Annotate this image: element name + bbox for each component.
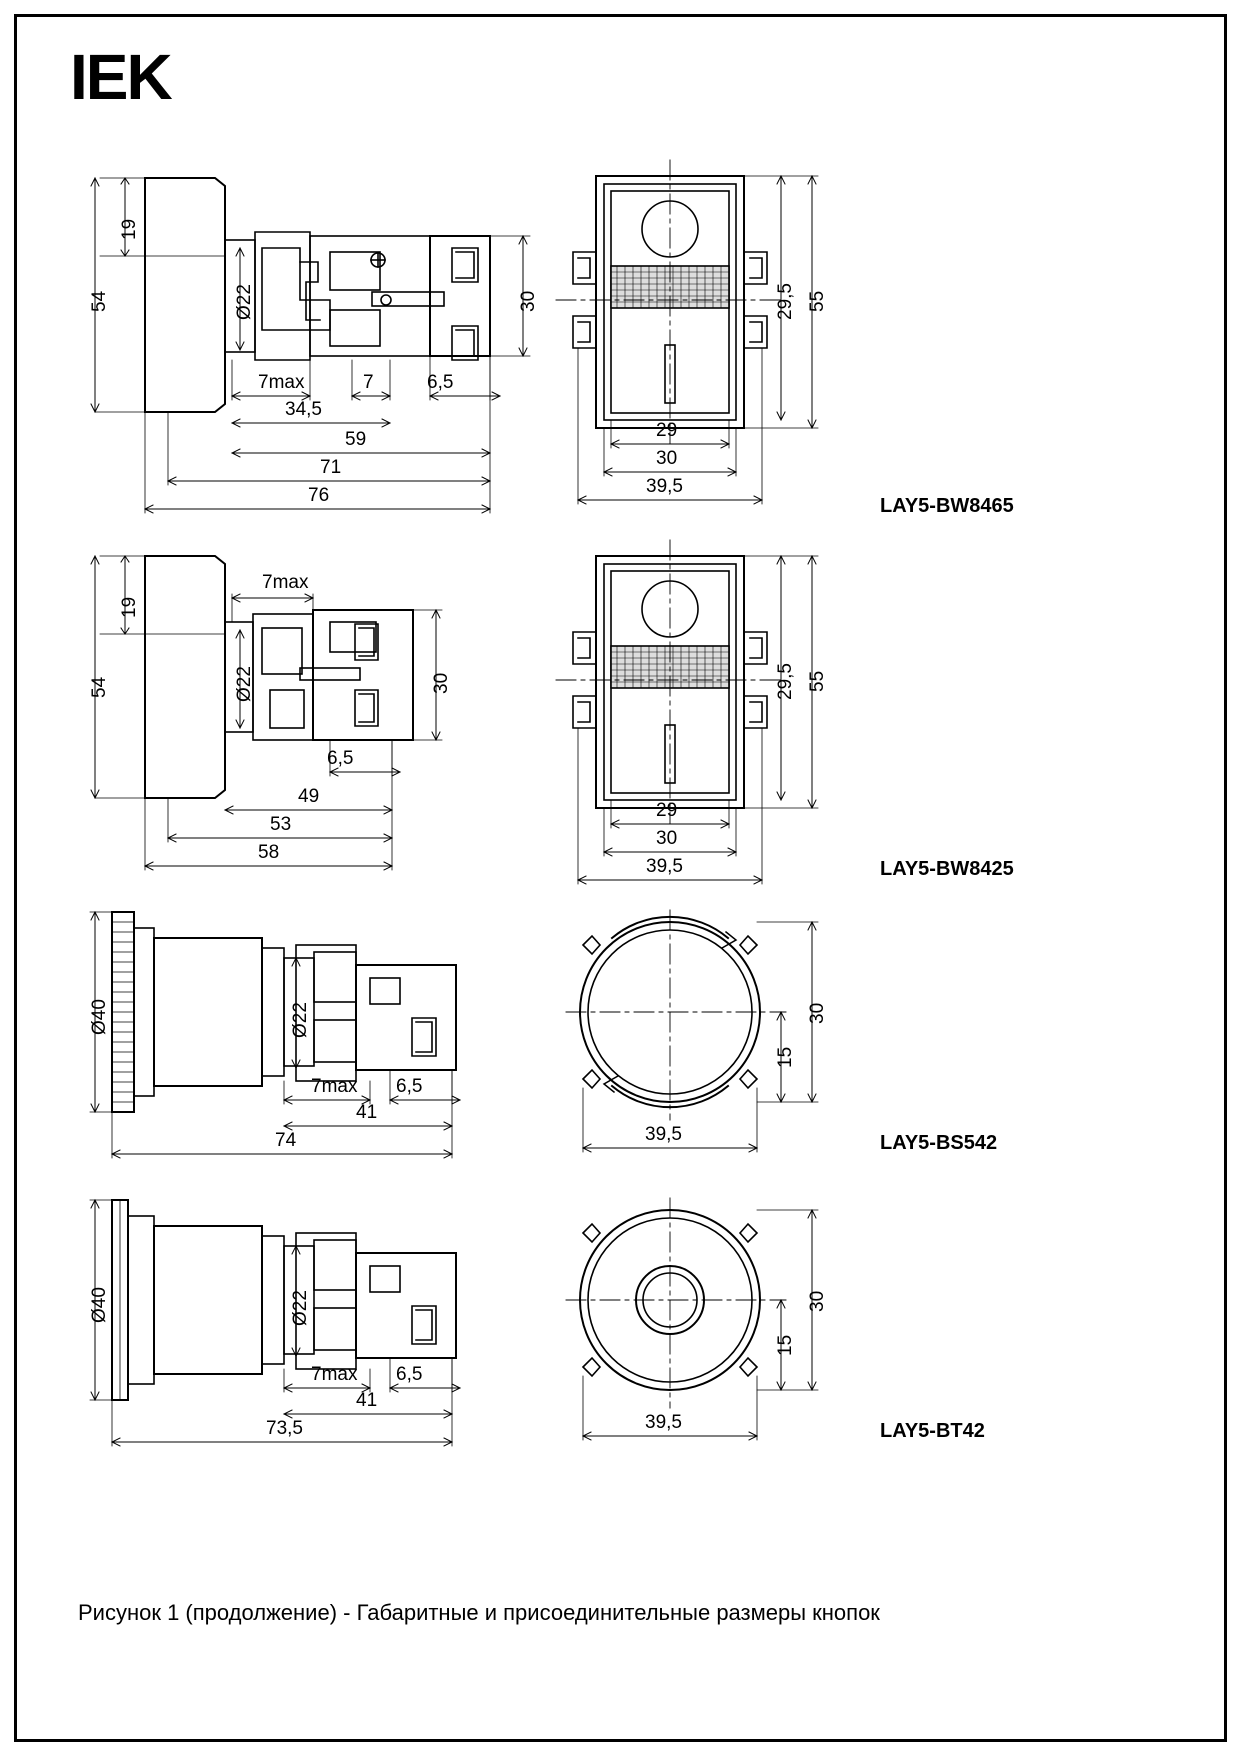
dim-b2-54: 54 [89, 676, 110, 698]
dim-b4-d40: Ø40 [89, 1287, 110, 1323]
figure-caption: Рисунок 1 (продолжение) - Габаритные и присоединительные размеры кнопок [78, 1600, 880, 1625]
dim-b4-65: 6,5 [396, 1364, 423, 1385]
dim-b2-295: 29,5 [775, 663, 796, 700]
dim-b1-295: 29,5 [775, 283, 796, 320]
dim-b2-65: 6,5 [327, 748, 354, 769]
page-border [14, 14, 1227, 1742]
dim-b3-7max: 7max [311, 1076, 358, 1097]
dim-b1-7max: 7max [258, 372, 305, 393]
dim-b4-15: 15 [775, 1334, 796, 1356]
dim-b3-74: 74 [275, 1130, 297, 1151]
dim-b3-30: 30 [807, 1002, 828, 1024]
dim-b4-d22: Ø22 [290, 1290, 311, 1326]
dim-b2-f30: 30 [656, 828, 678, 849]
dim-b2-30: 30 [431, 672, 452, 694]
dim-b4-735: 73,5 [266, 1418, 303, 1439]
dim-b2-f395: 39,5 [646, 856, 683, 877]
dim-b4-41: 41 [356, 1390, 378, 1411]
dim-b4-395: 39,5 [645, 1412, 682, 1433]
part-label-bt42: LAY5-BT42 [880, 1420, 985, 1442]
dim-b2-58: 58 [258, 842, 280, 863]
dim-b1-54: 54 [89, 290, 110, 312]
dim-b1-f29: 29 [656, 420, 678, 441]
dim-b1-30: 30 [518, 290, 539, 312]
dim-b2-49: 49 [298, 786, 320, 807]
dim-b4-30: 30 [807, 1290, 828, 1312]
dim-b1-19: 19 [119, 218, 140, 240]
part-label-bw8465: LAY5-BW8465 [880, 495, 1014, 517]
dim-b3-d22: Ø22 [290, 1002, 311, 1038]
dim-b1-f30: 30 [656, 448, 678, 469]
dim-b1-345: 34,5 [285, 399, 322, 420]
dim-b2-19: 19 [119, 596, 140, 618]
dim-b3-65: 6,5 [396, 1076, 423, 1097]
dim-b2-55: 55 [807, 670, 828, 692]
dim-b3-d40: Ø40 [89, 999, 110, 1035]
dim-b1-d22: Ø22 [234, 284, 255, 320]
dim-b1-71: 71 [320, 457, 342, 478]
dim-b2-53: 53 [270, 814, 292, 835]
iek-logo [70, 41, 171, 113]
dim-b2-f29: 29 [656, 800, 678, 821]
dim-b1-7: 7 [363, 372, 374, 393]
part-label-bw8425: LAY5-BW8425 [880, 858, 1014, 880]
dim-b3-15: 15 [775, 1046, 796, 1068]
dim-b1-65: 6,5 [427, 372, 454, 393]
dim-b1-f395: 39,5 [646, 476, 683, 497]
dim-b4-7max: 7max [311, 1364, 358, 1385]
part-label-bs542: LAY5-BS542 [880, 1132, 998, 1154]
dim-b1-76: 76 [308, 485, 330, 506]
dim-b2-7max: 7max [262, 572, 309, 593]
dim-b1-55: 55 [807, 290, 828, 312]
dim-b1-59: 59 [345, 429, 367, 450]
iek-logo-text: IEK [70, 41, 171, 113]
dim-b2-d22: Ø22 [234, 666, 255, 702]
dim-b3-41: 41 [356, 1102, 378, 1123]
dim-b3-395: 39,5 [645, 1124, 682, 1145]
